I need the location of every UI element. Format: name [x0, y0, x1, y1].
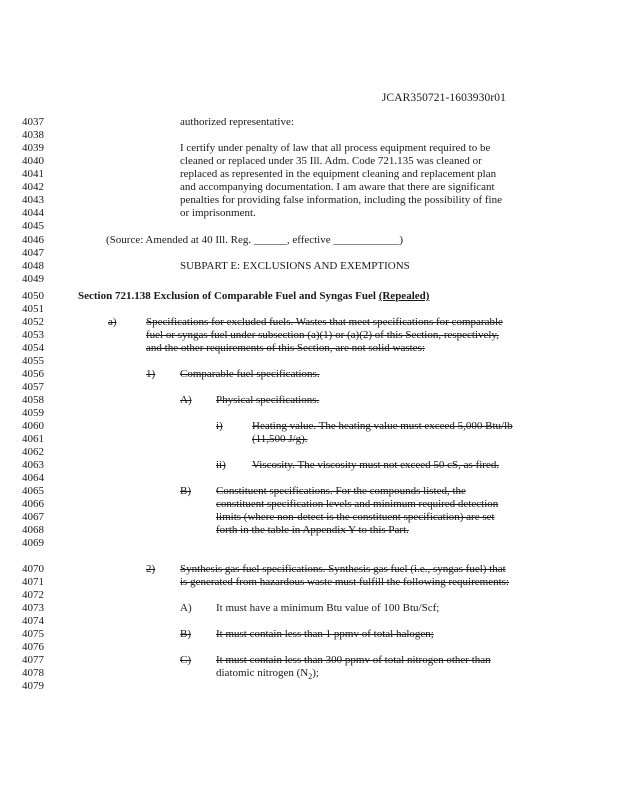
line-number: 4078 — [22, 667, 44, 679]
line-number: 4046 — [22, 234, 44, 246]
subsection-text: limits (where non-detect is the constituent specification) are set — [216, 511, 495, 523]
line-number: 4063 — [22, 459, 44, 471]
subsection-text: Specifications for excluded fuels. Wastes that meet specifications for comparable — [146, 316, 503, 328]
subsection-text: fuel or syngas fuel under subsection (a)(1) or (a)(2) of this Section, respectively, — [146, 329, 500, 341]
line-number: 4059 — [22, 407, 44, 419]
subsection-label: i) — [216, 420, 223, 432]
line-number: 4077 — [22, 654, 44, 666]
line-number: 4039 — [22, 142, 44, 154]
subsection-text: It must have a minimum Btu value of 100 Btu/Scf; — [216, 602, 440, 614]
line-number: 4050 — [22, 290, 44, 302]
subsection-text: It must contain less than 300 ppmv of total nitrogen other than — [216, 654, 491, 666]
line-number: 4062 — [22, 446, 44, 458]
line-number: 4055 — [22, 355, 44, 367]
line-number: 4057 — [22, 381, 44, 393]
line-number: 4038 — [22, 129, 44, 141]
line-number: 4049 — [22, 273, 44, 285]
line-number: 4047 — [22, 247, 44, 259]
subsection-text — [216, 667, 319, 683]
subsection-text: Synthesis gas fuel specifications. Synthesis gas fuel (i.e., syngas fuel) that — [180, 563, 506, 575]
line-number: 4070 — [22, 563, 44, 575]
subsection-text: constituent specification levels and minimum required detection — [216, 498, 499, 510]
subsection-label: 2) — [146, 563, 156, 575]
line-number: 4056 — [22, 368, 44, 380]
line-number: 4045 — [22, 220, 44, 232]
subsection-text: forth in the table in Appendix Y to this Part. — [216, 524, 409, 536]
line-number: 4053 — [22, 329, 44, 341]
line-number: 4044 — [22, 207, 44, 219]
line-number: 4065 — [22, 485, 44, 497]
line-number: 4048 — [22, 260, 44, 272]
subscript: 2 — [308, 672, 313, 682]
line-number: 4052 — [22, 316, 44, 328]
line-number: 4054 — [22, 342, 44, 354]
certification-line: and accompanying documentation. I am aware that there are significant — [180, 181, 495, 193]
subsection-text: Viscosity. The viscosity must not exceed 50 cS, as fired. — [252, 459, 500, 471]
line-number: 4058 — [22, 394, 44, 406]
line-number: 4076 — [22, 641, 44, 653]
line-number: 4040 — [22, 155, 44, 167]
line-number: 4071 — [22, 576, 44, 588]
line-number: 4074 — [22, 615, 44, 627]
certification-line: replaced as represented in the equipment cleaning and replacement plan — [180, 168, 497, 180]
subsection-label: 1) — [146, 368, 156, 380]
line-number: 4051 — [22, 303, 44, 315]
subsection-label: B) — [180, 628, 191, 640]
document-id: JCAR350721-1603930r01 — [381, 92, 506, 104]
line-number: 4069 — [22, 537, 44, 549]
subsection-label: a) — [108, 316, 117, 328]
section-heading — [78, 290, 429, 303]
subpart-heading: SUBPART E: EXCLUSIONS AND EXEMPTIONS — [180, 260, 410, 272]
line-number: 4075 — [22, 628, 44, 640]
subsection-label: ii) — [216, 459, 226, 471]
text-fragment: ); — [312, 667, 319, 679]
certification-line: or imprisonment. — [180, 207, 256, 219]
line-number: 4066 — [22, 498, 44, 510]
subsection-text: Constituent specifications. For the compounds listed, the — [216, 485, 466, 497]
subsection-text: Comparable fuel specifications. — [180, 368, 320, 380]
line-number: 4061 — [22, 433, 44, 445]
certification-intro: authorized representative: — [180, 116, 294, 128]
text-fragment: diatomic nitrogen (N — [216, 667, 309, 679]
certification-line: penalties for providing false information, including the possibility of fine — [180, 194, 502, 206]
line-number: 4079 — [22, 680, 44, 692]
subsection-label: A) — [180, 602, 192, 614]
line-number: 4041 — [22, 168, 44, 180]
subsection-text: Heating value. The heating value must exceed 5,000 Btu/lb — [252, 420, 513, 432]
subsection-text: (11,500 J/g). — [252, 433, 308, 445]
line-number: 4073 — [22, 602, 44, 614]
section-title: Section 721.138 Exclusion of Comparable Fuel and Syngas Fuel — [78, 290, 379, 302]
line-number: 4060 — [22, 420, 44, 432]
subsection-label: B) — [180, 485, 191, 497]
line-number: 4064 — [22, 472, 44, 484]
source-note: (Source: Amended at 40 Ill. Reg. ______, effective ____________) — [106, 234, 404, 246]
line-number: 4068 — [22, 524, 44, 536]
subsection-label: C) — [180, 654, 191, 666]
subsection-text: and the other requirements of this Section, are not solid wastes: — [146, 342, 425, 354]
subsection-text: is generated from hazardous waste must fulfill the following requirements: — [180, 576, 509, 588]
repealed-label: (Repealed) — [378, 290, 430, 302]
subsection-text: Physical specifications. — [216, 394, 320, 406]
certification-line: I certify under penalty of law that all process equipment required to be — [180, 142, 491, 154]
line-number: 4042 — [22, 181, 44, 193]
line-number: 4037 — [22, 116, 44, 128]
subsection-text: It must contain less than 1 ppmv of total halogen; — [216, 628, 434, 640]
line-number: 4067 — [22, 511, 44, 523]
line-number: 4043 — [22, 194, 44, 206]
subsection-label: A) — [180, 394, 192, 406]
certification-line: cleaned or replaced under 35 Ill. Adm. Code 721.135 was cleaned or — [180, 155, 482, 167]
line-number: 4072 — [22, 589, 44, 601]
